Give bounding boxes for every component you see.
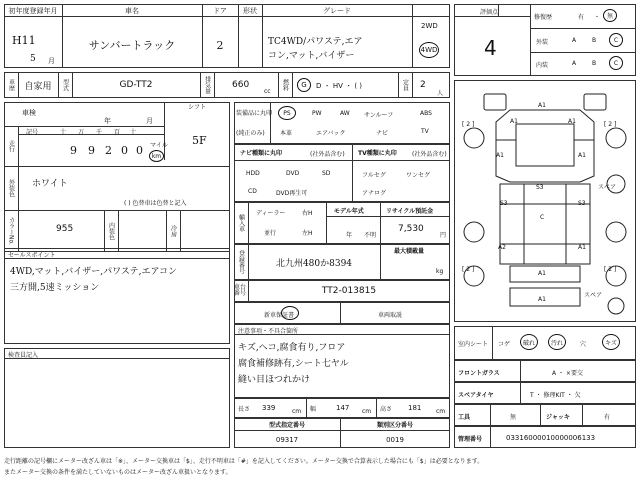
inspector-box <box>4 348 230 448</box>
notes-line1: キズ,ヘコ,腐食有り,フロア <box>238 343 346 353</box>
exterior-grade-label: 外装 <box>536 39 549 46</box>
diagram-label: A1 <box>538 102 546 109</box>
capacity-label: 定員 <box>401 79 409 91</box>
width-unit: cm <box>362 408 372 415</box>
tv-oneseg: ワンセグ <box>406 172 431 179</box>
grade-line1: TC4WD/パワステ,エア <box>268 37 363 47</box>
reg-month: 5 <box>30 54 36 64</box>
equip-sunroof: サンルーフ <box>364 112 394 119</box>
notes-line2: 腐食補修跡有,シート七ヤル <box>238 359 349 369</box>
sheet-opt-hole: 穴 <box>580 341 587 348</box>
mileage-digit: 9 <box>70 144 77 157</box>
diagram-bracket-right: [ 2 ] <box>604 121 617 128</box>
type-designation-label: 型式指定番号 <box>268 422 305 429</box>
interior-grade-a: A <box>572 60 577 67</box>
exterior-grade-c-circled: C <box>609 33 623 47</box>
category-value: 0019 <box>386 435 404 444</box>
diagram-bracket-left: [ 2 ] <box>462 121 475 128</box>
footer-line2: またメーター交換の条件を満たしていないものはメーター改ざん車扱いとなります。 <box>4 469 232 476</box>
diagram-label: A1 <box>568 118 576 125</box>
chassis-value: TT2-013815 <box>321 286 377 296</box>
exterior-color-label: 外装色 <box>7 179 15 197</box>
nav-dvd: DVD <box>286 170 300 177</box>
jack-label: ジャッキ <box>546 414 570 421</box>
sales-point-label: セールスポイント <box>8 252 56 259</box>
diagram-bracket-rear-left: [ 2 ] <box>462 266 475 273</box>
max-load-unit: kg <box>436 268 444 275</box>
repair-yes: 有 <box>578 14 585 21</box>
spare-label-front: スペア <box>598 184 617 191</box>
mileage-digit: 9 <box>88 144 95 157</box>
drive-2wd: 2WD <box>421 22 438 30</box>
diagram-label: S3 <box>536 184 544 191</box>
shape-label: 形状 <box>243 6 257 15</box>
diagram-label: A1 <box>496 152 504 159</box>
length-label: 長さ <box>238 406 251 413</box>
equip-ps-circled: PS <box>278 106 296 120</box>
front-glass-label: フロントガラス <box>458 370 500 377</box>
diagram-label: C <box>540 214 545 221</box>
usage-value: 自家用 <box>24 81 52 92</box>
interior-grade-c-circled: C <box>609 56 623 70</box>
diagram-bracket-rear-right: [ 2 ] <box>604 266 617 273</box>
exterior-color-note: ( ) 色替車は色替と記入 <box>124 200 187 207</box>
interior-color-label: 内装色 <box>107 222 115 240</box>
exterior-grade-a: A <box>572 37 577 44</box>
notes-label: 注意事項・不具合箇所 <box>238 328 299 335</box>
equip-pw: PW <box>312 110 322 117</box>
car-name-label: 車名 <box>125 6 139 15</box>
repair-sep: ・ <box>594 14 601 21</box>
equip-leather: 本革 <box>280 130 293 137</box>
sheet-opt-koge: コゲ <box>498 341 511 348</box>
mileage-label: 走行 <box>7 140 15 152</box>
equip-tv: TV <box>421 128 429 135</box>
diagram-label: A1 <box>578 244 586 251</box>
equipment-sub: (純正のみ) <box>236 130 265 137</box>
mileage-header-5: 十 <box>130 129 137 136</box>
sheet-opt-scratch-circled: キズ <box>602 334 620 350</box>
exterior-grade-b: B <box>592 37 597 44</box>
tv-analog: アナログ <box>362 190 387 197</box>
tv-fullseg: フルセグ <box>362 172 386 179</box>
length-unit: cm <box>292 408 302 415</box>
nav-type-label: ナビ種類に丸印 <box>240 150 283 157</box>
sales-point-line2: 三方開,5速ミッション <box>10 283 100 293</box>
repair-no-circled: 無 <box>603 9 617 22</box>
management-label: 管理番号 <box>458 436 483 443</box>
model-value: GD-TT2 <box>119 80 153 90</box>
height-label: 高さ <box>380 406 393 413</box>
mileage-unit-km-circled: km <box>149 150 164 162</box>
sheet-opt-tear-circled: 破れ <box>520 334 538 350</box>
notes-line3: 縫い目ほつれかけ <box>238 375 311 385</box>
spare-tire-value: T ・ 修理KIT ・ 欠 <box>530 392 581 399</box>
import-label: 輸入車 <box>237 214 245 232</box>
max-load-label: 最大積載量 <box>394 248 425 255</box>
length-value: 339 <box>262 404 276 412</box>
inspection-label: 車検 <box>22 109 36 117</box>
diagram-label: S3 <box>500 200 508 207</box>
model-year-label: モデル年式 <box>334 208 364 215</box>
fuel-options: D ・ HV ・ ( ) <box>316 82 363 90</box>
fuel-label: 燃料 <box>281 79 289 91</box>
color-no-value: 955 <box>56 224 74 234</box>
type-designation-value: 09317 <box>275 435 299 444</box>
height-value: 181 <box>408 404 422 412</box>
drive-4wd-circled: 4WD <box>419 42 439 58</box>
sheet-opt-stain-circled: 汚れ <box>548 334 566 350</box>
car-name: サンバートラック <box>88 39 176 52</box>
mileage-digit: 2 <box>105 144 112 157</box>
shift-value: 5F <box>192 134 207 147</box>
grade-line2: コン,マット,バイザー <box>268 51 355 61</box>
sales-point-line1: 4WD,マット,バイザー,パワステ,エアコン <box>10 267 178 277</box>
tv-type-label: TV種類に丸印 <box>358 150 397 157</box>
score-value: 4 <box>484 36 497 60</box>
mileage-unit-mile: マイル <box>150 142 168 149</box>
nav-hdd: HDD <box>246 170 260 177</box>
door-label: ドア <box>213 6 227 15</box>
equip-aw: AW <box>340 110 350 117</box>
registration-label: 登録番号 <box>237 250 245 274</box>
mileage-header-4: 百 <box>114 129 121 136</box>
interior-grade-b: B <box>592 60 597 67</box>
nav-cd: CD <box>248 188 257 195</box>
inspection-year-label: 年 <box>104 117 111 125</box>
mileage-digit: 0 <box>121 144 128 157</box>
import-left-hand: 左H <box>302 230 313 237</box>
tools-value: 無 <box>510 414 517 421</box>
nav-dvd-play: DVD再生可 <box>276 190 308 197</box>
tools-label: 工具 <box>458 414 471 421</box>
tv-type-sub: (社外品含む) <box>412 151 447 158</box>
repair-label: 修復歴 <box>534 14 553 21</box>
warranty-circle <box>281 306 299 320</box>
mileage-header-0: 記号 <box>26 129 39 136</box>
inspector-label: 検査員記入 <box>8 352 39 359</box>
new-car-warranty: 新車保証書 <box>264 312 295 319</box>
mileage-digit: 0 <box>136 144 143 157</box>
equip-navi: ナビ <box>376 130 389 137</box>
model-year-unit: 年 <box>346 232 353 239</box>
equip-airbag: エアバック <box>316 130 346 137</box>
footer-line1: 走行距離の記号欄にメーター改ざん車は「※」、メーター交換車は「$」、走行不明車は「#」を記入してください。メーター交換で合算表示した場合にも「$」は必要となります。 <box>4 458 484 465</box>
diagram-label: A1 <box>538 270 546 277</box>
width-value: 147 <box>336 404 350 412</box>
category-label: 類別区分番号 <box>376 422 413 429</box>
interior-sheet-label: 室内シート <box>457 340 488 348</box>
import-dealer: ディーラー <box>256 210 286 217</box>
vehicle-manual: 車両取説 <box>378 312 403 319</box>
reg-year-label: 初年度登録年月 <box>8 6 58 15</box>
import-right-hand: 右H <box>302 210 313 217</box>
spare-tire-label: スペアタイヤ <box>458 392 494 399</box>
nav-sd: SD <box>322 170 331 177</box>
color-no-label: カラーNo. <box>7 217 15 245</box>
recycle-label: リサイクル預託金 <box>386 208 434 215</box>
interior-grade-label: 内装 <box>536 62 549 69</box>
spare-label-rear: スペア <box>584 292 603 299</box>
capacity-value: 2 <box>420 80 426 90</box>
usage-label: 車歴 <box>7 79 15 91</box>
recycle-unit: 円 <box>440 232 447 239</box>
capacity-unit: 人 <box>437 90 444 97</box>
equip-abs: ABS <box>420 110 432 117</box>
shift-label: シフト <box>188 104 207 111</box>
registration-value: 北九州480か8394 <box>275 258 353 269</box>
diagram-label: A2 <box>498 244 506 251</box>
equipment-label: 装備品に丸印 <box>236 110 273 117</box>
mileage-header-3: 千 <box>96 129 103 136</box>
diagram-label: A1 <box>578 152 586 159</box>
mileage-header-2: 万 <box>78 129 85 136</box>
displacement-value: 660 <box>232 80 250 90</box>
inspection-month-label: 月 <box>146 117 153 125</box>
import-parallel: 並行 <box>264 230 277 237</box>
sales-point-box <box>4 248 230 344</box>
door-count: 2 <box>216 38 224 52</box>
month-unit: 月 <box>48 57 55 65</box>
diagram-label: A1 <box>510 118 518 125</box>
cooler-label: 冷房 <box>169 225 177 237</box>
exterior-color-value: ホワイト <box>32 179 68 189</box>
fuel-gasoline-circled: G <box>297 78 311 92</box>
reg-year: H11 <box>12 34 36 47</box>
front-glass-value: A ・ ×要交 <box>552 370 583 377</box>
displacement-unit: cc <box>264 88 271 95</box>
car-diagram <box>454 80 636 322</box>
height-unit: cm <box>436 408 446 415</box>
diagram-label: S3 <box>578 200 586 207</box>
model-year-unknown: 不明 <box>364 232 377 239</box>
grade-label: グレード <box>323 6 351 15</box>
nav-type-sub: (社外品含む) <box>310 151 345 158</box>
jack-value: 有 <box>604 414 611 421</box>
diagram-label: A1 <box>538 296 546 303</box>
displacement-label: 排気量 <box>203 76 211 94</box>
width-label: 幅 <box>310 406 317 413</box>
model-label: 型式 <box>61 79 69 91</box>
chassis-label: 車台番号 <box>234 284 247 297</box>
mileage-header-1: 十 <box>60 129 67 136</box>
recycle-value: 7,530 <box>398 224 424 234</box>
management-value: 03316000010000006133 <box>506 434 596 442</box>
score-label: 評価点 <box>480 9 499 16</box>
